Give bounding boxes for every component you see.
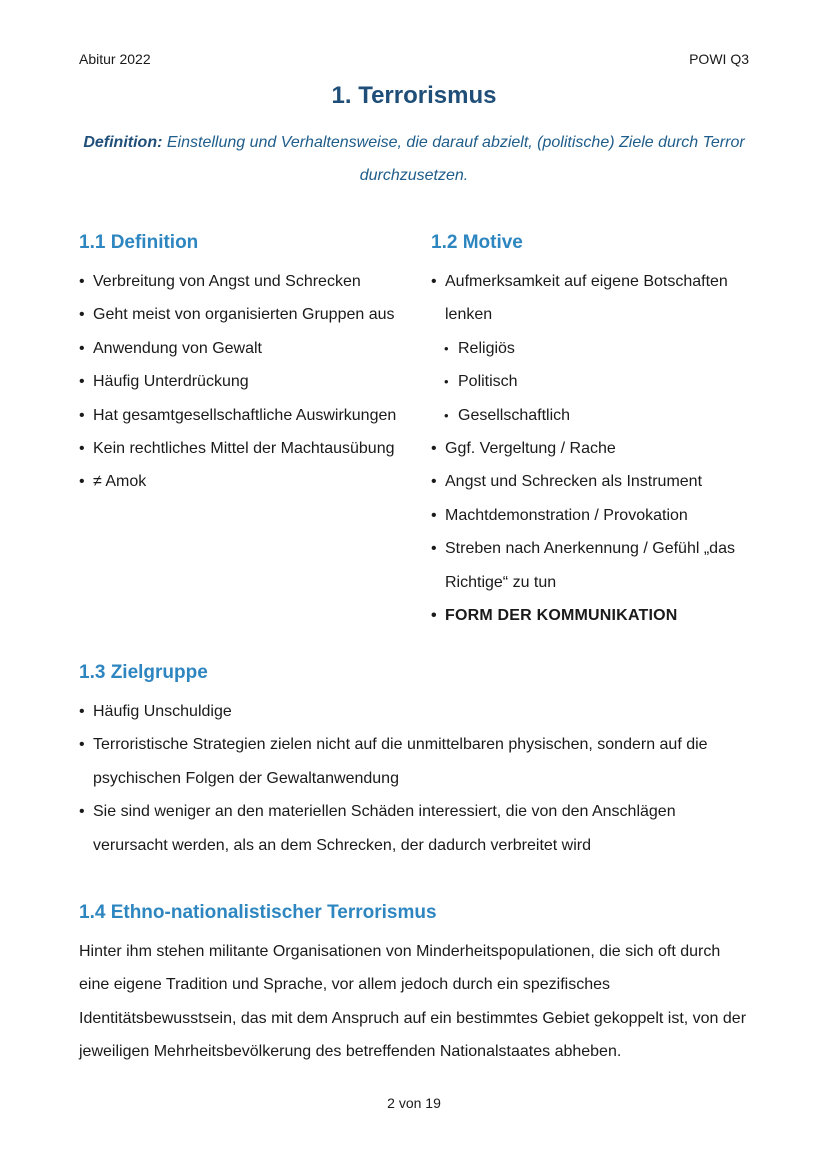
- list-item: • Sie sind weniger an den materiellen Schäden interessiert, die von den Anschlägen verursacht werden, als an dem Schrecken, der dadurch verbreitet wird: [79, 795, 749, 862]
- list-item: • Angst und Schrecken als Instrument: [431, 465, 749, 498]
- list-item: • Geht meist von organisierten Gruppen aus: [79, 298, 399, 331]
- definition-block: [79, 126, 749, 192]
- list-item: • ≠ Amok: [79, 465, 399, 498]
- definition-label: Definition:: [83, 134, 163, 151]
- page-number: 2 von 19: [387, 1095, 441, 1111]
- list-item: • Verbreitung von Angst und Schrecken: [79, 265, 399, 298]
- list-item: • Häufig Unschuldige: [79, 695, 749, 728]
- heading-1-3: 1.3 Zielgruppe: [79, 662, 208, 683]
- list-1-1: [79, 265, 399, 499]
- heading-1-4: 1.4 Ethno-nationalistischer Terrorismus: [79, 902, 437, 923]
- definition-text: Einstellung und Verhaltensweise, die darauf abzielt, (politische) Ziele durch Terror durchzusetzen.: [166, 134, 745, 184]
- list-subitem: • Gesellschaftlich: [431, 399, 749, 432]
- list-subitem: • Religiös: [431, 332, 749, 365]
- header-right: POWI Q3: [689, 51, 749, 67]
- page-title: 1. Terrorismus: [331, 82, 497, 109]
- list-item: • Streben nach Anerkennung / Gefühl „das Richtige“ zu tun: [431, 532, 749, 599]
- list-1-3: [79, 695, 749, 862]
- list-item: • Hat gesamtgesellschaftliche Auswirkungen: [79, 399, 399, 432]
- paragraph-1-4: Hinter ihm stehen militante Organisationen von Minderheitspopulationen, die sich oft durch eine eigene Tradition und Sprache, vor allem jedoch durch ein spezifisches Identitätsbewusstsein, das mit dem Anspruch auf ein bestimmtes Gebiet gekoppelt ist, von der jeweiligen Mehrheitsbevölkerung des betreffenden Nationalstaates abheben.: [79, 943, 747, 1061]
- header-left: Abitur 2022: [79, 51, 151, 67]
- list-item: • FORM DER KOMMUNIKATION: [431, 599, 749, 632]
- list-item: • Kein rechtliches Mittel der Machtausübung: [79, 432, 399, 465]
- heading-1-2: 1.2 Motive: [431, 232, 523, 253]
- list-item: • Terroristische Strategien zielen nicht auf die unmittelbaren physischen, sondern auf die psychischen Folgen der Gewaltanwendung: [79, 728, 749, 795]
- list-subitem: • Politisch: [431, 365, 749, 398]
- list-1-2: [431, 265, 749, 632]
- list-item: • Häufig Unterdrückung: [79, 365, 399, 398]
- heading-1-1: 1.1 Definition: [79, 232, 199, 253]
- list-item: • Ggf. Vergeltung / Rache: [431, 432, 749, 465]
- list-item: • Machtdemonstration / Provokation: [431, 499, 749, 532]
- list-item: • Aufmerksamkeit auf eigene Botschaften lenken: [431, 265, 749, 332]
- list-item: • Anwendung von Gewalt: [79, 332, 399, 365]
